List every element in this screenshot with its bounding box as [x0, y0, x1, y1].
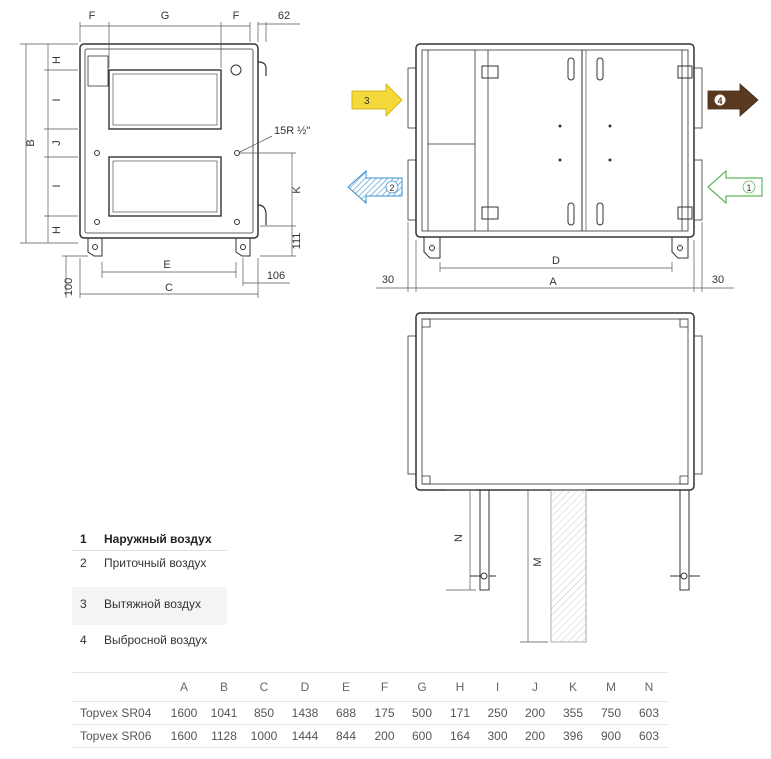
front-view — [80, 44, 266, 256]
legend-number: 4 — [80, 633, 87, 647]
dim-k: K — [291, 186, 303, 194]
upper-duct-opening — [109, 70, 221, 129]
table-header-cell: H — [455, 680, 465, 694]
side-view — [408, 313, 702, 642]
table-row — [72, 702, 668, 725]
fan-symbol — [231, 65, 241, 75]
legend-label: Вытяжной воздух — [104, 597, 202, 611]
exhaust-air-arrow — [708, 84, 758, 116]
legend-label: Приточный воздух — [104, 556, 207, 570]
value-cell: 1041 — [204, 702, 244, 725]
control-box — [88, 56, 108, 86]
legend-item-extract-air — [72, 587, 227, 625]
value-cell: 603 — [630, 725, 668, 748]
legend-number: 1 — [80, 532, 87, 546]
supply-air-number: 2 — [389, 183, 395, 193]
value-cell: 900 — [592, 725, 630, 748]
value-cell: 844 — [326, 725, 366, 748]
table-header-cell: D — [300, 680, 310, 694]
service-clearance — [551, 490, 586, 642]
dim-e: E — [163, 259, 171, 271]
value-cell: 1600 — [164, 725, 204, 748]
table-row — [72, 725, 668, 748]
outdoor-air-arrow — [708, 171, 762, 203]
value-cell: 688 — [326, 702, 366, 725]
value-cell: 1600 — [164, 702, 204, 725]
dim-n: N — [453, 534, 465, 542]
legend-label: Выбросной воздух — [104, 633, 208, 647]
dim-i-top: I — [51, 98, 63, 102]
table-header-cell: B — [219, 680, 228, 694]
table-header-cell: M — [606, 680, 616, 694]
value-cell: 175 — [366, 702, 403, 725]
dim-f-right: F — [232, 10, 240, 22]
value-cell: 355 — [554, 702, 592, 725]
table-header-cell — [72, 673, 164, 702]
dim-h-bottom: H — [51, 226, 63, 234]
table-header-cell: I — [495, 680, 500, 694]
dim-top-offset: 62 — [277, 10, 291, 22]
dim-g: G — [160, 10, 170, 22]
dim-f-left: F — [88, 10, 96, 22]
extract-air-arrow — [352, 84, 402, 116]
value-cell: 164 — [441, 725, 479, 748]
dim-margin-left: 30 — [381, 274, 395, 286]
outdoor-air-number: 1 — [746, 183, 752, 193]
value-cell: 200 — [516, 725, 554, 748]
lower-duct-opening — [109, 157, 221, 216]
legend-label: Наружный воздух — [104, 532, 212, 546]
dim-a: A — [549, 276, 557, 288]
airflow-legend — [72, 528, 227, 659]
table-header-cell: E — [341, 680, 350, 694]
dim-d: D — [552, 255, 560, 267]
side-labels — [453, 534, 544, 567]
extract-air-number: 3 — [364, 96, 370, 107]
supply-air-arrow — [348, 171, 402, 203]
exhaust-air-number: 4 — [717, 96, 723, 106]
legend-item-supply-air — [72, 551, 227, 587]
plan-view — [408, 44, 702, 258]
dimensions-table — [72, 672, 668, 748]
value-cell: 171 — [441, 702, 479, 725]
right-leg — [236, 238, 250, 256]
legend-number: 3 — [80, 597, 87, 611]
legend-item-outdoor-air — [72, 528, 227, 551]
dim-i-bottom: I — [51, 184, 63, 188]
table-header-cell: G — [417, 680, 427, 694]
left-leg — [88, 238, 102, 256]
table-header-cell: F — [380, 680, 389, 694]
table-header-row — [72, 673, 668, 702]
model-cell: Topvex SR04 — [72, 702, 164, 725]
dim-side-offset: 106 — [266, 270, 286, 282]
side-casing — [416, 313, 694, 490]
plan-labels — [382, 255, 724, 288]
value-cell: 600 — [403, 725, 441, 748]
value-cell: 396 — [554, 725, 592, 748]
dim-margin-right: 30 — [711, 274, 725, 286]
legend-item-exhaust-air — [72, 625, 227, 659]
value-cell: 750 — [592, 702, 630, 725]
legend-number: 2 — [80, 556, 87, 570]
value-cell: 200 — [366, 725, 403, 748]
dim-h-top: H — [51, 56, 63, 64]
value-cell: 500 — [403, 702, 441, 725]
value-cell: 300 — [479, 725, 516, 748]
table-header-cell: J — [532, 680, 538, 694]
dim-j: J — [51, 140, 63, 146]
dim-floor-offset: 100 — [63, 277, 75, 297]
dim-b: B — [25, 139, 37, 147]
table-header-cell: C — [259, 680, 269, 694]
value-cell: 1438 — [284, 702, 326, 725]
table-header-cell: A — [179, 680, 188, 694]
value-cell: 850 — [244, 702, 284, 725]
model-cell: Topvex SR06 — [72, 725, 164, 748]
dim-c: C — [165, 282, 173, 294]
front-casing — [80, 44, 258, 238]
value-cell: 1000 — [244, 725, 284, 748]
dim-m: M — [532, 557, 544, 567]
connection-label: 15R ½" — [274, 125, 311, 137]
value-cell: 603 — [630, 702, 668, 725]
table-header-cell: N — [644, 680, 654, 694]
dim-leg-height: 111 — [291, 232, 303, 250]
value-cell: 250 — [479, 702, 516, 725]
value-cell: 200 — [516, 702, 554, 725]
value-cell: 1444 — [284, 725, 326, 748]
plan-casing — [416, 44, 694, 237]
value-cell: 1128 — [204, 725, 244, 748]
table-header-cell: K — [568, 680, 577, 694]
